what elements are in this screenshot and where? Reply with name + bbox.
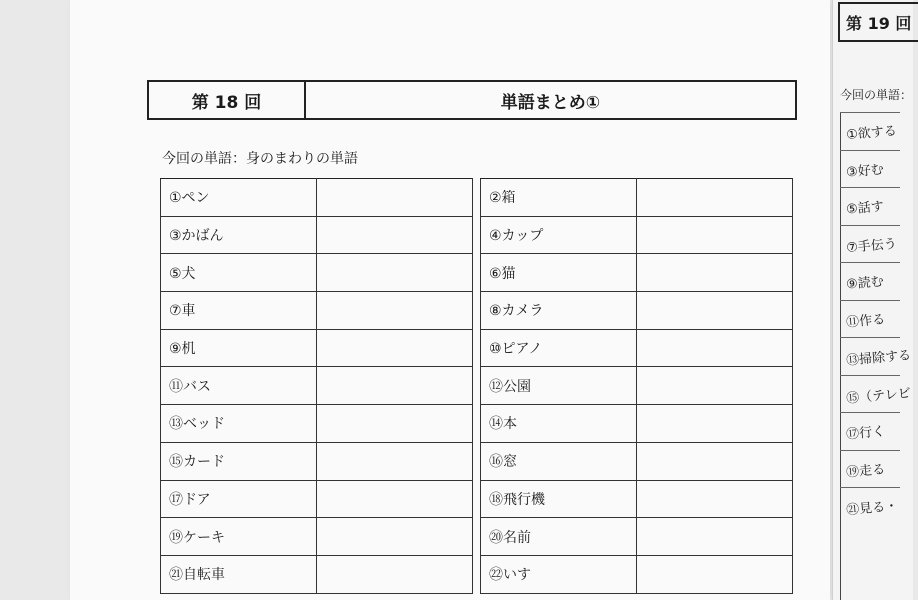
answer-cell[interactable]: [637, 254, 793, 292]
answer-cell[interactable]: [637, 367, 793, 405]
lesson-number: 第 18 回: [149, 82, 306, 118]
answer-cell[interactable]: [637, 518, 793, 556]
table-row: [481, 254, 793, 292]
vocab-word: ⑰ドア: [161, 480, 317, 518]
answer-cell[interactable]: [317, 442, 473, 480]
next-row-line: [840, 412, 900, 413]
answer-cell[interactable]: [637, 405, 793, 443]
next-vocab-word: ⑨読む: [845, 274, 885, 293]
answer-cell[interactable]: [637, 216, 793, 254]
next-intro-text: 今回の単語：: [840, 88, 913, 102]
vocab-word: ⑮カード: [161, 442, 317, 480]
next-vocab-word: ③好む: [845, 161, 885, 181]
vocab-word: ㉑自転車: [161, 555, 317, 593]
next-vocab-word: ⑬掃除する: [845, 348, 912, 369]
table-row: [161, 329, 473, 367]
vocab-word: ⑧カメラ: [481, 292, 637, 330]
next-row-line: [840, 187, 900, 188]
table-row: [481, 405, 793, 443]
vocab-word: ③かばん: [161, 216, 317, 254]
next-vocab-word: ⑮（テレビ: [845, 385, 912, 407]
vocab-word: ⑤犬: [161, 254, 317, 292]
vocab-word: ⑭本: [481, 405, 637, 443]
next-row-line: [840, 112, 900, 113]
next-vocab-word: ⑰行く: [845, 424, 886, 443]
vocab-word: ⑯窓: [481, 442, 637, 480]
next-row-line: [840, 450, 900, 451]
answer-cell[interactable]: [317, 480, 473, 518]
table-row: [481, 555, 793, 593]
answer-cell[interactable]: [317, 329, 473, 367]
lesson-header: [147, 80, 797, 120]
vocab-word: ⑬ベッド: [161, 405, 317, 443]
table-row: [161, 555, 473, 593]
vocab-word: ⑦車: [161, 292, 317, 330]
answer-cell[interactable]: [637, 329, 793, 367]
answer-cell[interactable]: [317, 555, 473, 593]
table-row: [481, 292, 793, 330]
table-row: [161, 480, 473, 518]
answer-cell[interactable]: [317, 254, 473, 292]
vocab-table-right: [480, 178, 793, 594]
next-row-line: [840, 262, 900, 263]
answer-cell[interactable]: [637, 179, 793, 217]
answer-cell[interactable]: [637, 442, 793, 480]
next-vocab-word: ⑤話す: [845, 199, 885, 218]
answer-cell[interactable]: [317, 216, 473, 254]
intro-text: 今回の単語：身のまわりの単語: [162, 151, 358, 167]
next-row-line: [840, 225, 900, 226]
table-row: [161, 367, 473, 405]
next-row-line: [840, 150, 900, 151]
vocab-word: ⑪バス: [161, 367, 317, 405]
table-row: [481, 518, 793, 556]
table-row: [481, 480, 793, 518]
table-row: [161, 179, 473, 217]
table-row: [161, 518, 473, 556]
table-row: [161, 292, 473, 330]
vocab-word: ㉒いす: [481, 555, 637, 593]
table-row: [161, 405, 473, 443]
table-row: [481, 367, 793, 405]
next-vocab-word: ①欲する: [845, 123, 898, 144]
answer-cell[interactable]: [637, 480, 793, 518]
table-row: [481, 329, 793, 367]
next-vocab-word: ⑪作る: [845, 311, 886, 331]
next-lesson-header: 第 19 回: [838, 2, 918, 42]
vocab-word: ⑨机: [161, 329, 317, 367]
table-row: [481, 216, 793, 254]
vocab-word: ②箱: [481, 179, 637, 217]
answer-cell[interactable]: [317, 367, 473, 405]
next-row-line: [840, 487, 900, 488]
vocab-table-left: [160, 178, 473, 594]
next-vocab-word: ⑦手伝う: [845, 236, 898, 256]
table-row: [481, 442, 793, 480]
answer-cell[interactable]: [637, 292, 793, 330]
next-vocab-word: ⑲走る: [845, 461, 886, 481]
vocab-word: ①ペン: [161, 179, 317, 217]
next-row-line: [840, 337, 900, 338]
table-row: [161, 216, 473, 254]
answer-cell[interactable]: [317, 179, 473, 217]
next-row-line: [840, 375, 900, 376]
vocab-word: ⑱飛行機: [481, 480, 637, 518]
vocab-word: ⑩ピアノ: [481, 329, 637, 367]
vocab-word: ⑳名前: [481, 518, 637, 556]
answer-cell[interactable]: [637, 555, 793, 593]
answer-cell[interactable]: [317, 405, 473, 443]
table-row: [481, 179, 793, 217]
vocab-word: ④カップ: [481, 216, 637, 254]
answer-cell[interactable]: [317, 518, 473, 556]
vocab-word: ⑲ケーキ: [161, 518, 317, 556]
answer-cell[interactable]: [317, 292, 473, 330]
next-row-line: [840, 300, 900, 301]
vocab-word: ⑫公園: [481, 367, 637, 405]
vocab-word: ⑥猫: [481, 254, 637, 292]
table-row: [161, 254, 473, 292]
next-vocab-word: ㉑見る・: [845, 498, 899, 519]
lesson-title: 単語まとめ①: [500, 92, 601, 113]
table-row: [161, 442, 473, 480]
